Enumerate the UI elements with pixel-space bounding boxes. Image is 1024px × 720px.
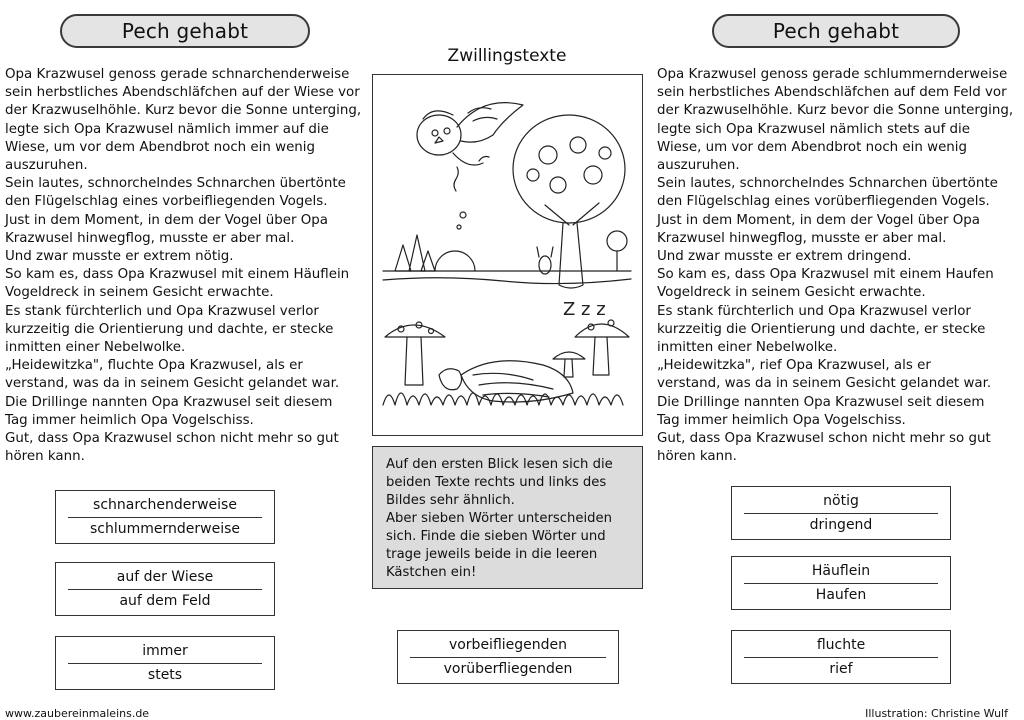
- story-line: inmitten einer Nebelwolke.: [5, 340, 186, 356]
- left-story-text: [5, 66, 371, 466]
- story-line: Es stank fürchterlich und Opa Krazwusel verlor: [657, 303, 971, 319]
- answer-line: [68, 589, 262, 590]
- tree-trunk-icon: [559, 223, 583, 288]
- story-line: Wiese, um vor dem Abendbrot noch ein wenig: [657, 139, 968, 155]
- word-left-version: vorbeifliegenden: [448, 637, 568, 653]
- sleeping-grandpa-icon: [461, 361, 573, 402]
- answer-line: [744, 657, 938, 658]
- footer-website: www.zaubereinmaleins.de: [5, 707, 150, 720]
- word-left-version: nötig: [823, 493, 859, 509]
- footer-illustration-credit: Illustration: Christine Wulf: [865, 707, 1008, 720]
- story-line: legte sich Opa Krazwusel nämlich stets auf die: [657, 121, 971, 137]
- story-line: Krazwusel hinwegflog, musste er aber mal.: [5, 230, 295, 246]
- word-right-version: schlummernderweise: [89, 521, 240, 537]
- answer-line: [68, 663, 262, 664]
- story-line: Tag immer heimlich Opa Vogelschiss.: [657, 412, 906, 428]
- word-right-version: rief: [829, 661, 853, 677]
- answer-line: [744, 583, 938, 584]
- story-line: Gut, dass Opa Krazwusel schon nicht mehr so gut: [657, 431, 991, 447]
- story-line: auszuruhen.: [5, 158, 88, 174]
- story-line: sein herbstliches Abendschläfchen auf der Wiese vor: [5, 85, 360, 101]
- word-pair-box: [731, 556, 951, 610]
- instruction-line: Aber sieben Wörter unterscheiden: [386, 511, 612, 526]
- word-pair-box: [731, 486, 951, 540]
- word-left-version: schnarchenderweise: [93, 497, 237, 513]
- word-pair-box: [731, 630, 951, 684]
- story-line: der Krazwuselhöhle. Kurz bevor die Sonne unterging,: [5, 103, 362, 119]
- story-line: Und zwar musste er extrem dringend.: [657, 249, 912, 265]
- story-line: Sein lautes, schnorchelndes Schnarchen übertönte: [5, 176, 346, 192]
- story-line: „Heidewitzka", rief Opa Krazwusel, als er: [657, 358, 931, 374]
- snore-letters: Z z z: [563, 299, 606, 320]
- story-line: hören kann.: [5, 449, 85, 465]
- instruction-line: Kästchen ein!: [386, 565, 477, 580]
- word-left-version: fluchte: [816, 637, 866, 653]
- word-left-version: immer: [142, 643, 188, 659]
- story-line: Sein lautes, schnorchelndes Schnarchen übertönte: [657, 176, 998, 192]
- fir-tree-icon: [395, 245, 411, 271]
- story-line: Just in dem Moment, in dem der Vogel über Opa: [5, 212, 328, 228]
- mushroom-icon: [575, 324, 629, 337]
- word-right-version: vorüberfliegenden: [443, 661, 573, 677]
- story-line: Die Drillinge nannten Opa Krazwusel seit diesem: [657, 394, 985, 410]
- story-line: Vogeldreck in seinem Gesicht erwachte.: [657, 285, 926, 301]
- story-line: Tag immer heimlich Opa Vogelschiss.: [5, 412, 254, 428]
- instruction-line: sich. Finde die sieben Wörter und: [386, 529, 606, 544]
- story-line: So kam es, dass Opa Krazwusel mit einem Häuflein: [5, 267, 350, 283]
- story-line: Opa Krazwusel genoss gerade schlummernderweise: [657, 67, 1008, 82]
- word-right-version: stets: [147, 667, 183, 683]
- word-right-version: dringend: [809, 517, 873, 533]
- tree-crown-icon: [513, 115, 625, 223]
- story-line: den Flügelschlag eines vorüberfliegenden Vogels.: [657, 194, 990, 210]
- word-pair-box: [55, 636, 275, 690]
- story-line: verstand, was da in seinem Gesicht gelandet war.: [657, 376, 992, 392]
- story-line: kurzzeitig die Orientierung und dachte, er stecke: [5, 321, 334, 337]
- story-line: verstand, was da in seinem Gesicht gelandet war.: [5, 376, 340, 392]
- worksheet-title: Zwillingstexte: [447, 46, 567, 66]
- story-line: sein herbstliches Abendschläfchen auf dem Feld vor: [657, 85, 1007, 101]
- story-line: Krazwusel hinwegflog, musste er aber mal.: [657, 230, 947, 246]
- word-pair-box: [55, 562, 275, 616]
- grass-icon: [383, 393, 623, 405]
- word-pair-box: [397, 630, 619, 684]
- answer-line: [410, 657, 606, 658]
- instruction-line: Auf den ersten Blick lesen sich die: [386, 457, 613, 472]
- answer-line: [744, 513, 938, 514]
- illustration-frame: [372, 74, 643, 436]
- story-line: „Heidewitzka", fluchte Opa Krazwusel, als er: [5, 358, 303, 374]
- answer-line: [68, 517, 262, 518]
- sleeping-grandpa-illustration: [373, 75, 641, 434]
- story-line: kurzzeitig die Orientierung und dachte, er stecke: [657, 321, 986, 337]
- right-story-title: Pech gehabt: [712, 14, 960, 48]
- sun-icon: [435, 251, 475, 271]
- story-line: Opa Krazwusel genoss gerade schnarchenderweise: [5, 67, 350, 82]
- story-line: hören kann.: [657, 449, 737, 465]
- story-line: Wiese, um vor dem Abendbrot noch ein wenig: [5, 139, 316, 155]
- story-line: der Krazwuselhöhle. Kurz bevor die Sonne unterging,: [657, 103, 1014, 119]
- instructions-box: [372, 446, 643, 589]
- word-pair-box: [55, 490, 275, 544]
- story-line: So kam es, dass Opa Krazwusel mit einem Haufen: [657, 267, 994, 283]
- word-left-version: auf der Wiese: [116, 569, 214, 585]
- story-line: inmitten einer Nebelwolke.: [657, 340, 838, 356]
- instruction-line: trage jeweils beide in die leeren: [386, 547, 598, 562]
- word-left-version: Häuflein: [811, 563, 871, 579]
- story-line: Gut, dass Opa Krazwusel schon nicht mehr so gut: [5, 431, 339, 447]
- story-line: Es stank fürchterlich und Opa Krazwusel verlor: [5, 303, 319, 319]
- story-line: den Flügelschlag eines vorbeifliegenden Vogels.: [5, 194, 328, 210]
- story-line: Die Drillinge nannten Opa Krazwusel seit diesem: [5, 394, 333, 410]
- mushroom-icon: [385, 325, 445, 337]
- word-right-version: auf dem Feld: [119, 593, 211, 609]
- instruction-line: beiden Texte rechts und links des: [386, 475, 607, 490]
- story-line: auszuruhen.: [657, 158, 740, 174]
- instruction-line: Bildes sehr ähnlich.: [386, 493, 515, 508]
- story-line: legte sich Opa Krazwusel nämlich immer auf die: [5, 121, 329, 137]
- dropping-icon: [454, 167, 458, 191]
- story-line: Vogeldreck in seinem Gesicht erwachte.: [5, 285, 274, 301]
- bird-icon: [417, 115, 461, 155]
- right-story-text: [657, 66, 1022, 466]
- story-line: Just in dem Moment, in dem der Vogel über Opa: [657, 212, 980, 228]
- word-right-version: Haufen: [815, 587, 867, 603]
- left-story-title: Pech gehabt: [60, 14, 310, 48]
- story-line: Und zwar musste er extrem nötig.: [5, 249, 234, 265]
